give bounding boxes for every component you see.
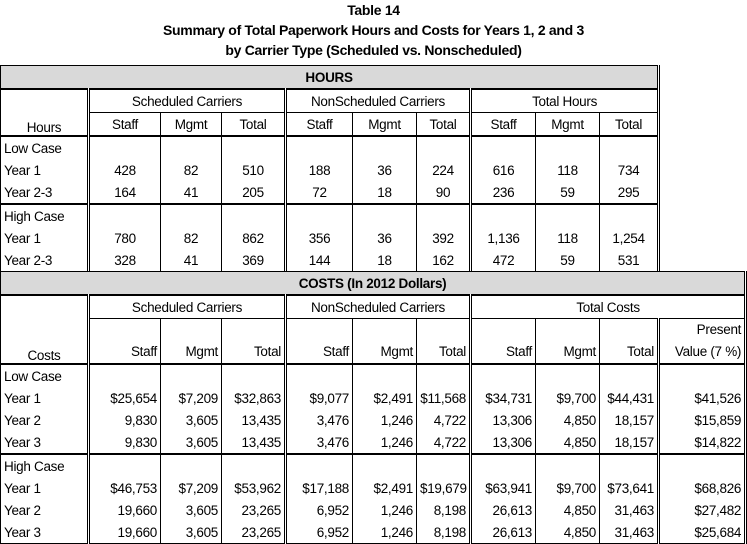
cell-value: 4,850 (536, 521, 600, 544)
cell-value (222, 364, 286, 387)
group-header: NonScheduled Carriers (286, 89, 471, 113)
column-header: Total (600, 113, 659, 137)
cell-value: $44,431 (600, 387, 659, 409)
row-label: Year 2-3 (1, 249, 89, 272)
cell-value (417, 454, 471, 477)
cell-value: 3,605 (161, 431, 222, 454)
column-header: Total (417, 113, 471, 137)
cell-value (89, 136, 161, 159)
costs-table (0, 271, 747, 544)
cell-value: 26,613 (471, 499, 536, 521)
cell-value: 392 (417, 227, 471, 249)
cell-value (353, 204, 417, 227)
cell-value (286, 364, 353, 387)
cell-value: $34,731 (471, 387, 536, 409)
cell-value (471, 364, 536, 387)
cell-value: 1,246 (353, 431, 417, 454)
cell-value (161, 136, 222, 159)
cell-value: 1,246 (353, 499, 417, 521)
column-header: Mgmt (353, 319, 417, 365)
cell-value: 18,157 (600, 409, 659, 431)
cell-value: 3,476 (286, 431, 353, 454)
cell-value (286, 454, 353, 477)
cell-value: 13,435 (222, 409, 286, 431)
cell-value: 162 (417, 249, 471, 272)
column-header: Staff (471, 319, 536, 365)
cell-value: $17,188 (286, 477, 353, 499)
cell-value: 90 (417, 181, 471, 204)
cell-value: $7,209 (161, 387, 222, 409)
cell-value (417, 204, 471, 227)
cell-value (353, 454, 417, 477)
cell-value: 59 (536, 181, 600, 204)
column-header: Mgmt (536, 319, 600, 365)
cell-value: 59 (536, 249, 600, 272)
cell-value: 18,157 (600, 431, 659, 454)
cell-value (600, 364, 659, 387)
cell-value: 4,850 (536, 431, 600, 454)
cell-value: 164 (89, 181, 161, 204)
row-label: Year 1 (1, 159, 89, 181)
cell-value (536, 454, 600, 477)
column-header: Mgmt (536, 113, 600, 137)
cell-value: 41 (161, 249, 222, 272)
table-number: Table 14 (347, 2, 400, 18)
cell-value: $2,491 (353, 387, 417, 409)
table-row (1, 409, 746, 431)
group-header: Total Hours (471, 89, 659, 113)
cell-value: $46,753 (89, 477, 161, 499)
row-label: Year 1 (1, 387, 89, 409)
table-row (1, 521, 746, 544)
cell-value: 118 (536, 227, 600, 249)
cell-value: 328 (89, 249, 161, 272)
row-label: Year 3 (1, 521, 89, 544)
cell-value: $7,209 (161, 477, 222, 499)
cell-value: 4,850 (536, 409, 600, 431)
cell-value: 616 (471, 159, 536, 181)
table-row (1, 499, 746, 521)
column-header: Staff (89, 319, 161, 365)
cell-value (286, 204, 353, 227)
cell-value (89, 204, 161, 227)
cell-value: 26,613 (471, 521, 536, 544)
cell-value (536, 204, 600, 227)
table-caption: Summary of Total Paperwork Hours and Costs for Years 1, 2 and 3 (163, 22, 584, 38)
cell-value: 36 (353, 159, 417, 181)
row-label: Year 1 (1, 227, 89, 249)
cell-value: $68,826 (659, 477, 746, 499)
cell-value (222, 454, 286, 477)
cell-value: $2,491 (353, 477, 417, 499)
cell-value: 41 (161, 181, 222, 204)
column-header: Staff (471, 113, 536, 137)
cell-value: 23,265 (222, 521, 286, 544)
cell-value (286, 136, 353, 159)
cell-value: 510 (222, 159, 286, 181)
cell-value: 224 (417, 159, 471, 181)
hours-section-header: HOURS (1, 66, 659, 90)
table-row (1, 249, 659, 272)
cell-value (89, 364, 161, 387)
column-header: Mgmt (161, 113, 222, 137)
row-label: Year 3 (1, 431, 89, 454)
cell-value: 6,952 (286, 521, 353, 544)
cell-value: 356 (286, 227, 353, 249)
table-title (0, 0, 747, 60)
cell-value (353, 364, 417, 387)
cell-value: $63,941 (471, 477, 536, 499)
row-label-header: Costs (1, 295, 89, 364)
table-row (1, 477, 746, 499)
table-row (1, 364, 746, 387)
row-label: Low Case (1, 136, 89, 159)
cell-value (471, 454, 536, 477)
cell-value: 4,850 (536, 499, 600, 521)
cell-value: $9,077 (286, 387, 353, 409)
row-label: High Case (1, 454, 89, 477)
cell-value: $25,684 (659, 521, 746, 544)
cell-value: 531 (600, 249, 659, 272)
group-header: Scheduled Carriers (89, 89, 286, 113)
cell-value: $15,859 (659, 409, 746, 431)
table-row (1, 431, 746, 454)
cell-value: 13,435 (222, 431, 286, 454)
cell-value: 13,306 (471, 431, 536, 454)
table-row (1, 159, 659, 181)
cell-value (161, 454, 222, 477)
hours-table (0, 65, 660, 272)
cell-value: 862 (222, 227, 286, 249)
table-row (1, 181, 659, 204)
row-label: Year 1 (1, 477, 89, 499)
cell-value: 4,722 (417, 431, 471, 454)
cell-value: $27,482 (659, 499, 746, 521)
row-label: High Case (1, 204, 89, 227)
cell-value: 472 (471, 249, 536, 272)
cell-value: 1,136 (471, 227, 536, 249)
cell-value: $73,641 (600, 477, 659, 499)
group-header: Total Costs (471, 295, 746, 319)
cell-value: 369 (222, 249, 286, 272)
cell-value: 9,830 (89, 409, 161, 431)
cell-value: 144 (286, 249, 353, 272)
cell-value (161, 364, 222, 387)
row-label: Year 2 (1, 409, 89, 431)
row-label-header: Hours (1, 89, 89, 136)
cell-value: $25,654 (89, 387, 161, 409)
cell-value: 8,198 (417, 521, 471, 544)
table-row (1, 204, 659, 227)
cell-value (471, 204, 536, 227)
table-subcaption: by Carrier Type (Scheduled vs. Nonscheduled) (225, 42, 522, 58)
cell-value: 295 (600, 181, 659, 204)
column-header: Staff (286, 113, 353, 137)
cell-value: 82 (161, 159, 222, 181)
cell-value: 82 (161, 227, 222, 249)
cell-value: 780 (89, 227, 161, 249)
cell-value: $9,700 (536, 477, 600, 499)
cell-value: $14,822 (659, 431, 746, 454)
cell-value (417, 136, 471, 159)
cell-value: 8,198 (417, 499, 471, 521)
cell-value: 19,660 (89, 521, 161, 544)
cell-value: 31,463 (600, 521, 659, 544)
cell-value: 1,246 (353, 521, 417, 544)
cell-value (659, 364, 746, 387)
cell-value: 428 (89, 159, 161, 181)
column-header: Total (222, 113, 286, 137)
cell-value (161, 204, 222, 227)
costs-section-header: COSTS (In 2012 Dollars) (1, 272, 746, 296)
column-header: Total (222, 319, 286, 365)
table-row (1, 387, 746, 409)
cell-value: $32,863 (222, 387, 286, 409)
cell-value: 236 (471, 181, 536, 204)
cell-value (222, 136, 286, 159)
column-header: Staff (286, 319, 353, 365)
cell-value: 1,254 (600, 227, 659, 249)
cell-value: $41,526 (659, 387, 746, 409)
row-label: Low Case (1, 364, 89, 387)
cell-value (600, 136, 659, 159)
table-row (1, 227, 659, 249)
group-header: Scheduled Carriers (89, 295, 286, 319)
table-row (1, 136, 659, 159)
cell-value (536, 364, 600, 387)
cell-value: 6,952 (286, 499, 353, 521)
cell-value (417, 364, 471, 387)
cell-value: 36 (353, 227, 417, 249)
cell-value: $19,679 (417, 477, 471, 499)
column-header: Total (600, 319, 659, 365)
group-header: NonScheduled Carriers (286, 295, 471, 319)
cell-value: 19,660 (89, 499, 161, 521)
table-row (1, 454, 746, 477)
cell-value (600, 454, 659, 477)
cell-value (659, 454, 746, 477)
cell-value: 4,722 (417, 409, 471, 431)
cell-value (222, 204, 286, 227)
cell-value: 205 (222, 181, 286, 204)
cell-value (89, 454, 161, 477)
column-header: Present Value (7 %) (659, 319, 746, 365)
column-header: Staff (89, 113, 161, 137)
cell-value: 3,605 (161, 521, 222, 544)
cell-value: 3,476 (286, 409, 353, 431)
cell-value: 188 (286, 159, 353, 181)
cell-value: 23,265 (222, 499, 286, 521)
cell-value (471, 136, 536, 159)
row-label: Year 2 (1, 499, 89, 521)
cell-value: 72 (286, 181, 353, 204)
cell-value (353, 136, 417, 159)
cell-value: 118 (536, 159, 600, 181)
cell-value: 3,605 (161, 499, 222, 521)
column-header: Total (417, 319, 471, 365)
cell-value: 18 (353, 249, 417, 272)
cell-value (536, 136, 600, 159)
cell-value: 734 (600, 159, 659, 181)
cell-value: 31,463 (600, 499, 659, 521)
cell-value: 18 (353, 181, 417, 204)
cell-value: 13,306 (471, 409, 536, 431)
cell-value: 1,246 (353, 409, 417, 431)
cell-value: $9,700 (536, 387, 600, 409)
row-label: Year 2-3 (1, 181, 89, 204)
cell-value: $53,962 (222, 477, 286, 499)
cell-value: 9,830 (89, 431, 161, 454)
column-header: Mgmt (353, 113, 417, 137)
cell-value (600, 204, 659, 227)
cell-value: 3,605 (161, 409, 222, 431)
cell-value: $11,568 (417, 387, 471, 409)
column-header: Mgmt (161, 319, 222, 365)
